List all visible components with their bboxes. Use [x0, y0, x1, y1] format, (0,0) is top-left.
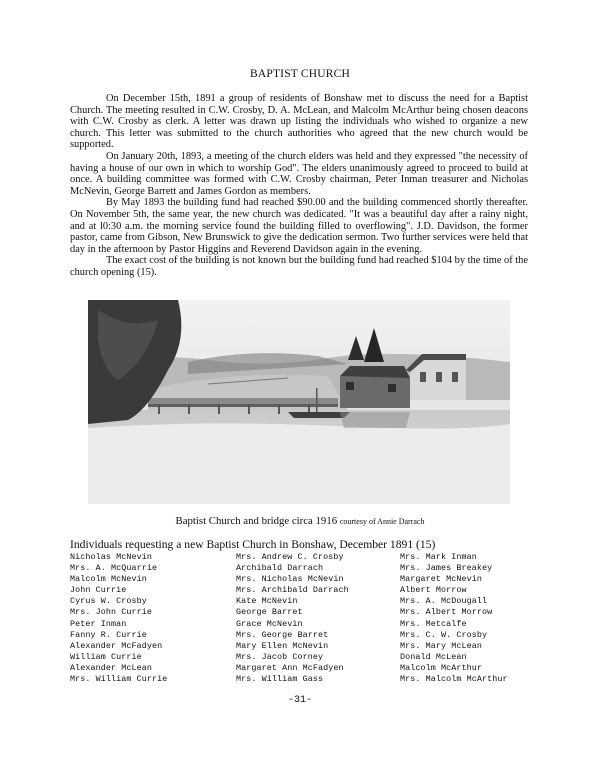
- list-item: Grace McNevin: [236, 618, 303, 629]
- list-item: William Currie: [70, 651, 142, 662]
- photo-caption: [0, 515, 600, 527]
- list-item: Mrs. William Currie: [70, 674, 168, 685]
- list-item: Nicholas McNevin: [70, 552, 153, 562]
- list-item: Mrs. Mary McLean: [400, 640, 483, 651]
- list-item: Mrs. Albert Morrow: [400, 607, 493, 618]
- list-item: Mary Ellen McNevin: [236, 640, 329, 651]
- church-bridge-photo: [88, 300, 510, 504]
- list-item: Mrs. A. McQuarrie: [70, 563, 158, 574]
- list-item: Mrs. Jacob Corney: [236, 651, 324, 662]
- list-item: Mrs. Malcolm McArthur: [400, 674, 508, 685]
- paragraph: On January 20th, 1893, a meeting of the church elders was held and they expressed "the necessity of having a house of our own in which to worship God". The elders unanimously agreed to proceed to build at once. A building committee was formed with C.W. Crosby chairman, Peter Inman treasurer and Nicholas McNevin, George Barrett and James Gordon as members.: [70, 150, 528, 197]
- names-column-1: [70, 552, 167, 685]
- list-item: Mrs. George Barret: [236, 629, 329, 640]
- list-item: Alexander McFadyen: [70, 640, 163, 651]
- list-item: Mrs. Metcalfe: [400, 618, 467, 629]
- list-item: Mrs. William Gass: [236, 674, 324, 685]
- list-item: Mrs. James Breakey: [400, 563, 493, 574]
- list-item: Archibald Darrach: [236, 563, 324, 574]
- list-item: Malcolm McNevin: [70, 574, 147, 585]
- page-title: BAPTIST CHURCH: [249, 68, 351, 80]
- list-item: Fanny R. Currie: [70, 629, 147, 640]
- list-item: Margaret McNevin: [400, 574, 483, 585]
- page-number: -31-: [287, 695, 312, 706]
- list-item: Albert Morrow: [400, 585, 467, 596]
- names-column-3: [400, 552, 508, 685]
- list-item: Mrs. C. W. Crosby: [400, 629, 488, 640]
- list-item: Peter Inman: [70, 618, 127, 629]
- list-item: Kate McNevin: [236, 596, 298, 607]
- list-item: George Barret: [236, 607, 303, 618]
- list-item: Mrs. Andrew C. Crosby: [236, 552, 344, 562]
- list-item: Malcolm McArthur: [400, 662, 483, 673]
- paragraph: On December 15th, 1891 a group of residents of Bonshaw met to discuss the need for a Baptist Church. The meeting resulted in C.W. Crosby, D. A. McLean, and Malcolm McArthur being chosen deacons with C.W. Crosby as clerk. A letter was drawn up listing the individuals who wished to organize a new church. This letter was submitted to the church authorities who agreed that the new church would be supported.: [70, 93, 528, 151]
- list-item: Mrs. John Currie: [70, 607, 153, 618]
- list-heading: Individuals requesting a new Baptist Church in Bonshaw, December 1891 (15): [70, 538, 436, 551]
- list-item: Cyrus W. Crosby: [70, 596, 147, 607]
- list-item: Mrs. Archibald Darrach: [236, 585, 349, 596]
- list-item: John Currie: [70, 585, 127, 596]
- list-item: Mrs. Mark Inman: [400, 552, 477, 562]
- caption-text: Baptist Church and bridge circa 1916: [175, 515, 338, 527]
- names-column-2: [236, 552, 349, 685]
- caption-credit: courtesy of Annie Darrach: [339, 517, 425, 526]
- paragraph: By May 1893 the building fund had reached $90.00 and the building commenced shortly thereafter. On November 5th, the same year, the new church was dedicated. "It was a beautiful day after a rainy night, and at l0:30 a.m. the morning service found the building filled to overflowing". J.D. Davidson, the former pastor, came from Gibson, New Brunswick to give the dedication sermon. Two further services were held that day in the afternoon by Pastor Higgins and Reverend Davidson again in the evening.: [70, 197, 528, 255]
- body-text: [70, 93, 528, 279]
- list-item: Margaret Ann McFadyen: [236, 662, 344, 673]
- list-item: Mrs. Nicholas McNevin: [236, 574, 344, 585]
- list-item: Donald McLean: [400, 651, 467, 662]
- paragraph: The exact cost of the building is not known but the building fund had reached $104 by the time of the church opening (15).: [70, 255, 528, 278]
- list-item: Alexander McLean: [70, 662, 153, 673]
- list-item: Mrs. A. McDougall: [400, 596, 488, 607]
